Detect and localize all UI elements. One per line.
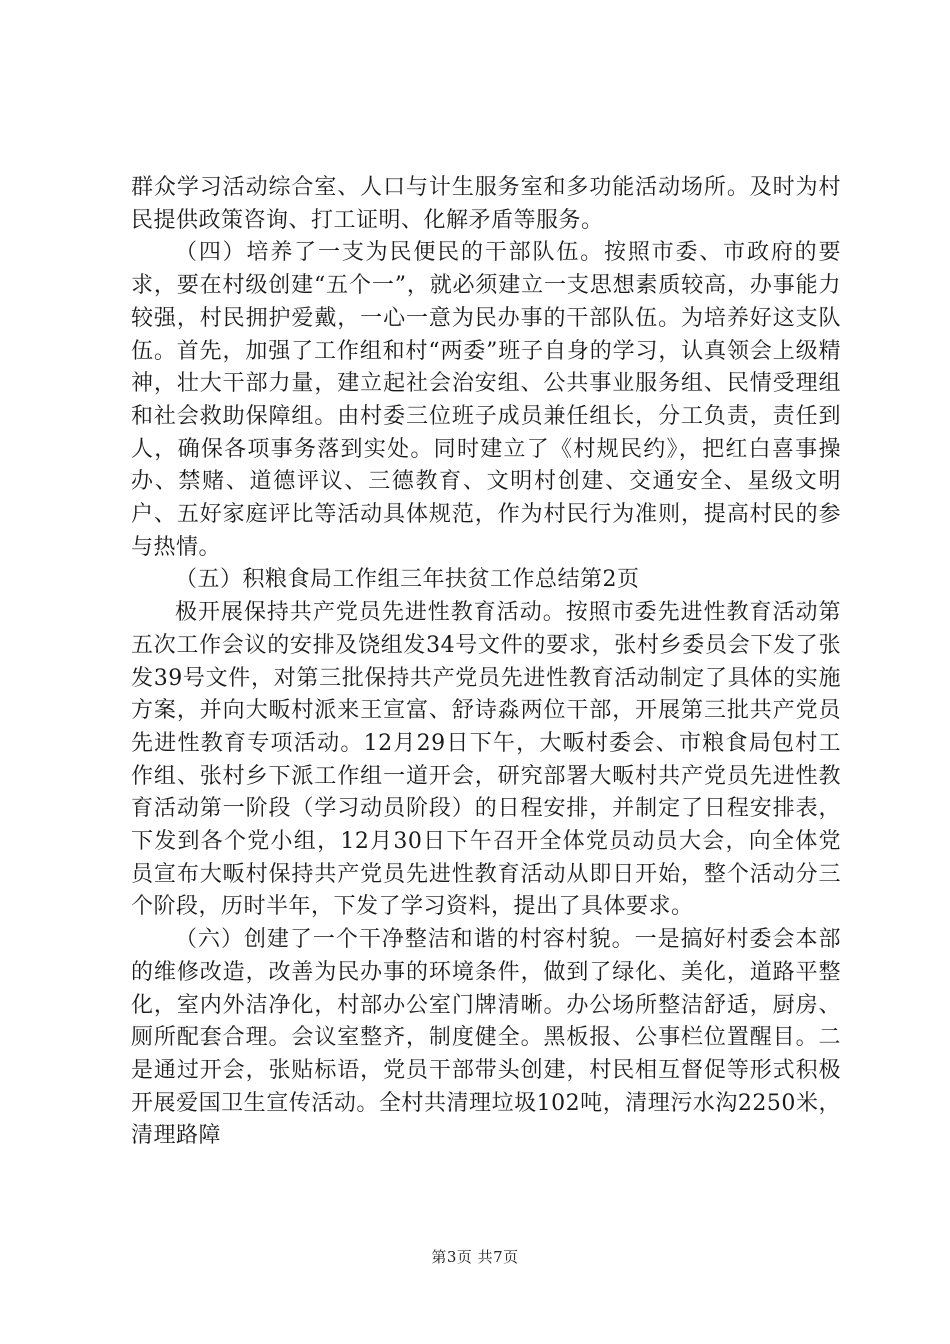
paragraph-3: （五）积粮食局工作组三年扶贫工作总结第2页 xyxy=(175,567,640,593)
paragraph-1: 群众学习活动综合室、人口与计生服务室和多功能活动场所。及时为村民提供政策咨询、打工证明、化解矛盾等服务。 xyxy=(131,175,841,233)
paragraph-4: 极开展保持共产党员先进性教育活动。按照市委先进性教育活动第五次工作会议的安排及饶组发34号文件的要求，张村乡委员会下发了张发39号文件，对第三批保持共产党员先进性教育活动制定了具体的实施方案，并向大畈村派来王宣富、舒诗淼两位干部，开展第三批共产党员先进性教育专项活动。12月29日下午，大畈村委会、市粮食局包村工作组、张村乡下派工作组一道开会，研究部署大畈村共产党员先进性教育活动第一阶段（学习动员阶段）的日程安排，并制定了日程安排表，下发到各个党小组，12月30日下午召开全体党员动员大会，向全体党员宣布大畈村保持共产党员先进性教育活动从即日开始，整个活动分三个阶段，历时半年，下发了学习资料，提出了具体要求。 xyxy=(131,600,841,920)
paragraph-2: （四）培养了一支为民便民的干部队伍。按照市委、市政府的要求，要在村级创建“五个一”，就必须建立一支思想素质较高，办事能力较强，村民拥护爱戴，一心一意为民办事的干部队伍。为培养好这支队伍。首先，加强了工作组和村“两委”班子自身的学习，认真领会上级精神，壮大干部力量，建立起社会治安组、公共事业服务组、民情受理组和社会救助保障组。由村委三位班子成员兼任组长，分工负责，责任到人，确保各项事务落到实处。同时建立了《村规民约》，把红白喜事操办、禁赌、道德评议、三德教育、文明村创建、交通安全、星级文明户、五好家庭评比等活动具体规范，作为村民行为准则，提高村民的参与热情。 xyxy=(131,240,841,560)
paragraph-5: （六）创建了一个干净整洁和谐的村容村貌。一是搞好村委会本部的维修改造，改善为民办事的环境条件，做到了绿化、美化，道路平整化，室内外洁净化，村部办公室门牌清晰。办公场所整洁舒适，厨房、厕所配套合理。会议室整齐，制度健全。黑板报、公事栏位置醒目。二是通过开会，张贴标语，党员干部带头创建，村民相互督促等形式积极开展爱国卫生宣传活动。全村共清理垃圾102吨，清理污水沟2250米，清理路障 xyxy=(131,927,841,1149)
page-footer: 第3页 共7页 xyxy=(431,1248,519,1266)
document-body xyxy=(131,172,841,1153)
